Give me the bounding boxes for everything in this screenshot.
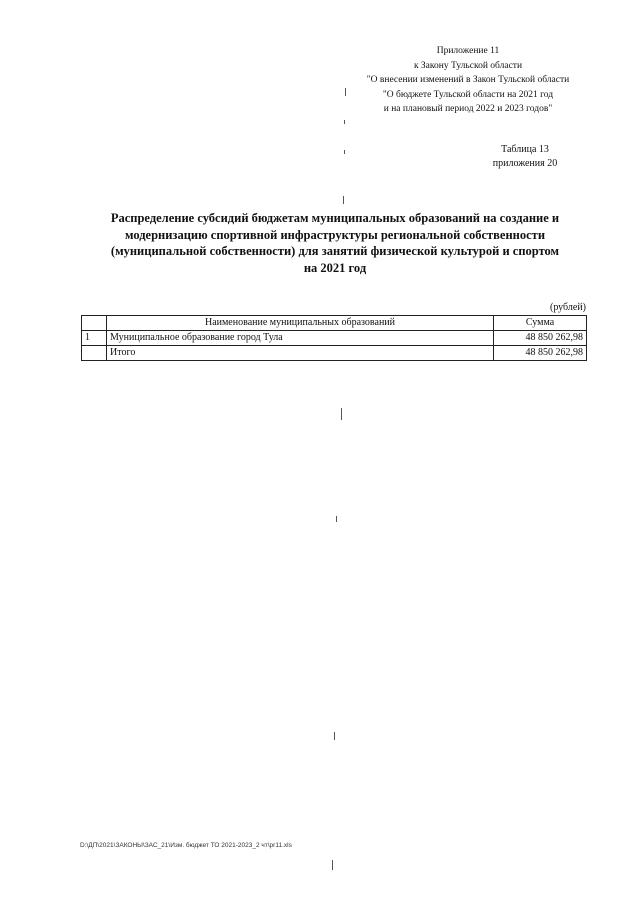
file-path-footer: D:\ДП\2021\ЗАКОНЫ\ЗАС_21\Изм. бюджет ТО 2021-2023_2 чт\pr11.xls xyxy=(80,842,292,849)
scan-mark xyxy=(344,120,345,124)
annex-line-4: "О бюджете Тульской области на 2021 год xyxy=(382,89,554,100)
total-num-cell xyxy=(82,346,107,361)
row-sum-cell: 48 850 262,98 xyxy=(494,331,587,346)
document-title xyxy=(100,210,570,276)
row-name-cell: Муниципальное образование город Тула xyxy=(107,331,494,346)
row-num-cell: 1 xyxy=(82,331,107,346)
scan-mark xyxy=(343,196,344,204)
subsidy-table xyxy=(81,315,587,361)
header-sum-cell: Сумма xyxy=(494,316,587,331)
title-line-4: на 2021 год xyxy=(303,260,367,275)
scan-mark xyxy=(341,408,342,420)
header-name-cell: Наименование муниципальных образований xyxy=(107,316,494,331)
annex-line-5: и на плановый период 2022 и 2023 годов" xyxy=(383,104,553,114)
title-line-1: Распределение субсидий бюджетам муниципальных образований на создание и xyxy=(110,211,560,225)
total-sum-cell: 48 850 262,98 xyxy=(494,346,587,361)
units-label: (рублей) xyxy=(549,302,586,313)
annex-line-1: Приложение 11 xyxy=(436,46,500,56)
title-line-3: (муниципальной собственности) для занятий физической культурой и спортом xyxy=(110,244,560,258)
table-header-row xyxy=(82,316,587,331)
table-reference xyxy=(480,143,570,171)
scan-mark xyxy=(334,732,335,740)
table-row xyxy=(82,331,587,346)
scan-mark xyxy=(336,516,337,522)
total-label-cell: Итого xyxy=(107,346,494,361)
title-line-2: модернизацию спортивной инфраструктуры региональной собственности xyxy=(124,227,546,242)
annex-header xyxy=(360,44,576,117)
scan-mark xyxy=(332,860,333,870)
annex-line-2: к Закону Тульской области xyxy=(413,60,523,71)
scan-mark xyxy=(344,150,345,154)
table-ref-line-1: Таблица 13 xyxy=(501,144,549,155)
table-total-row xyxy=(82,346,587,361)
header-num-cell xyxy=(82,316,107,331)
annex-line-3: "О внесении изменений в Закон Тульской области xyxy=(366,75,570,85)
scan-mark xyxy=(345,88,346,96)
table-ref-line-2: приложения 20 xyxy=(492,158,558,169)
